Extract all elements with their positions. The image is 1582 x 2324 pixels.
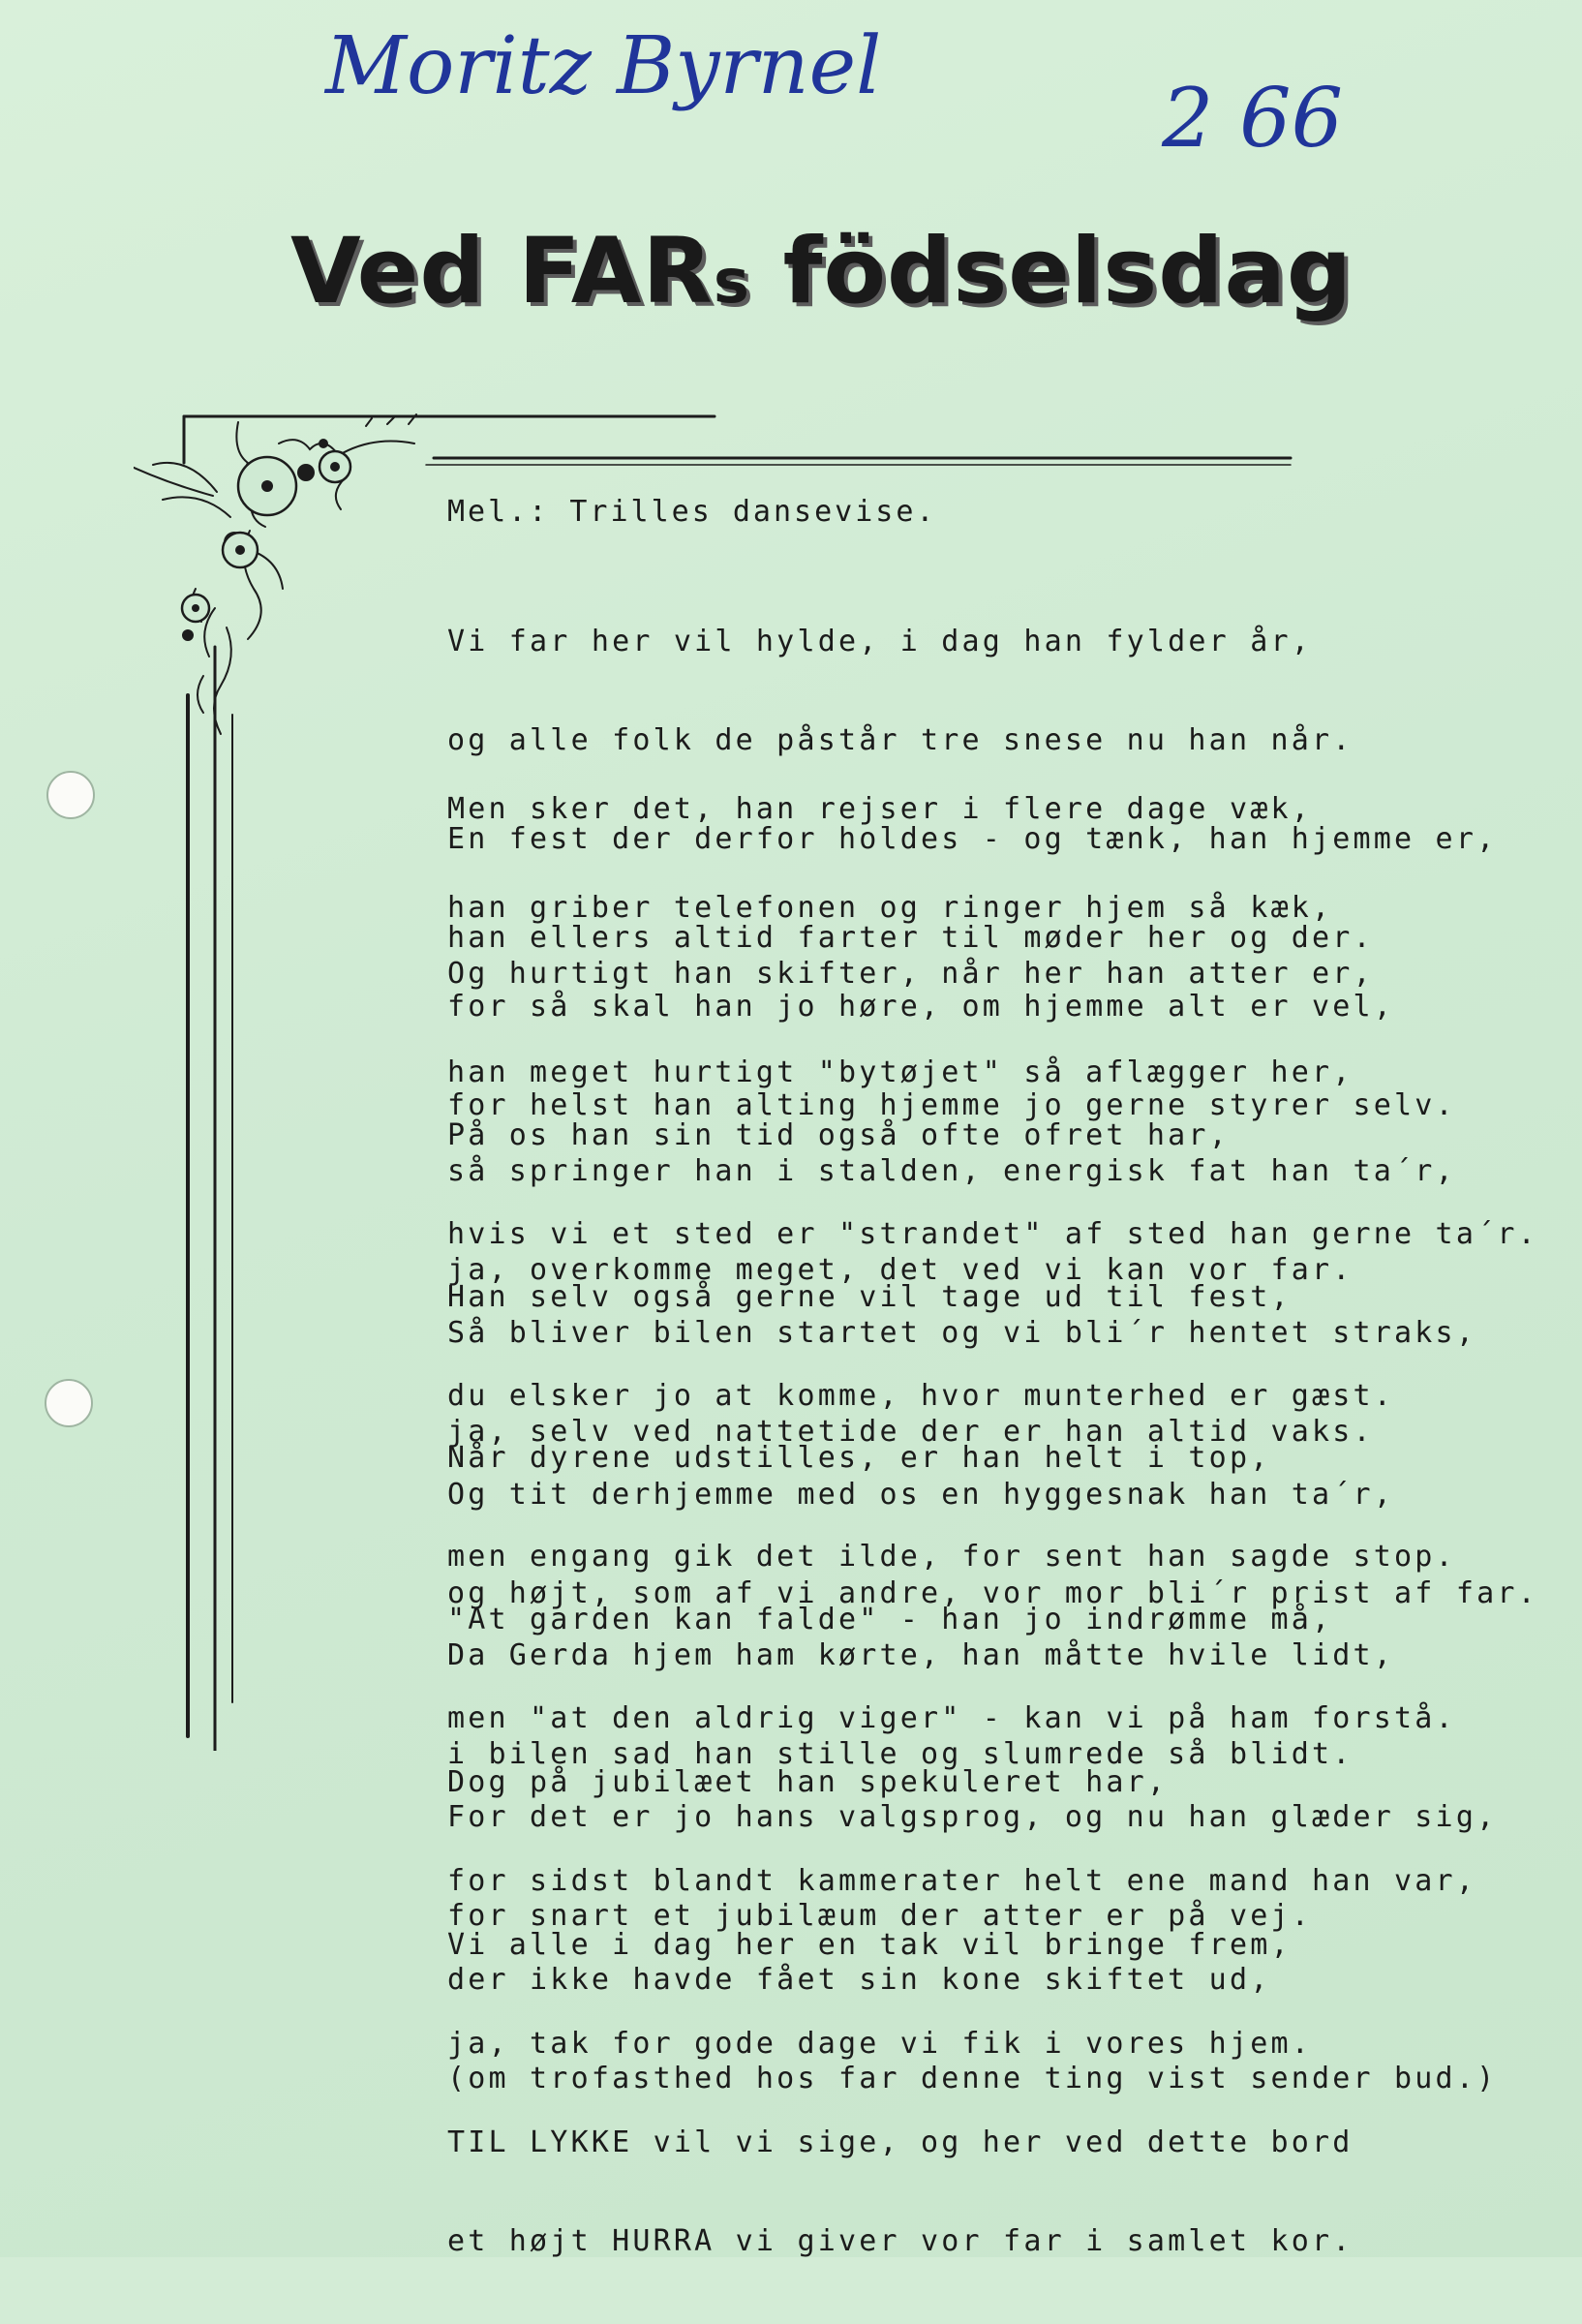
stanza-line: Når dyrene udstilles, er han helt i top, <box>447 1441 1271 1475</box>
document-title <box>290 219 1394 324</box>
stanza-line: så springer han i stalden, energisk fat han ta´r, <box>447 1154 1456 1188</box>
handwritten-number: 2 66 <box>1162 71 1344 166</box>
stanza-line: Han selv også gerne vil tage ud til fest, <box>447 1280 1292 1314</box>
stanza-line: han meget hurtigt "bytøjet" så aflægger her, <box>447 1055 1354 1089</box>
stanza-line: et højt HURRA vi giver vor far i samlet kor. <box>447 2224 1354 2258</box>
stanza-line: For det er jo hans valgsprog, og nu han glæder sig, <box>447 1800 1498 1834</box>
stanza-line: han griber telefonen og ringer hjem så kæk, <box>447 891 1333 925</box>
punch-hole-top <box>46 771 95 819</box>
stanza-line: ja, tak for gode dage vi fik i vores hjem. <box>447 2027 1312 2061</box>
stanza-9 <box>447 1863 1354 2324</box>
stanza-line: ja, selv ved nattetide der er han altid vaks. <box>447 1415 1374 1449</box>
stanza-line: der ikke havde fået sin kone skiftet ud, <box>447 1963 1271 1997</box>
stanza-line: Vi far her vil hylde, i dag han fylder år, <box>447 625 1312 658</box>
stanza-line: for så skal han jo høre, om hjemme alt er vel, <box>447 990 1395 1024</box>
stanza-line: men engang gik det ilde, for sent han sagde stop. <box>447 1540 1456 1574</box>
stanza-line: Da Gerda hjem ham kørte, han måtte hvile lidt, <box>447 1638 1395 1672</box>
stanza-line: Dog på jubilæet han spekuleret har, <box>447 1765 1169 1799</box>
title-suffix: s <box>713 246 750 317</box>
punch-hole-bottom <box>45 1379 93 1427</box>
stanza-line: og alle folk de påstår tre snese nu han når. <box>447 723 1354 757</box>
stanza-line: (om trofasthed hos far denne ting vist sender bud.) <box>447 2062 1498 2095</box>
stanza-line: Så bliver bilen startet og vi bli´r hentet straks, <box>447 1316 1477 1350</box>
stanza-line: i bilen sad han stille og slumrede så blidt. <box>447 1737 1354 1771</box>
melody-note: Mel.: Trilles dansevise. <box>447 495 937 529</box>
stanza-line: ja, overkomme meget, det ved vi kan vor far. <box>447 1253 1354 1287</box>
stanza-line: TIL LYKKE vil vi sige, og her ved dette bord <box>447 2125 1354 2159</box>
stanza-line: "At garden kan falde" - han jo indrømme må, <box>447 1603 1333 1636</box>
stanza-line: hvis vi et sted er "strandet" af sted han gerne ta´r. <box>447 1217 1538 1251</box>
stanza-line: for helst han alting hjemme jo gerne styrer selv. <box>447 1088 1456 1122</box>
stanza-line: En fest der derfor holdes - og tænk, han hjemme er, <box>447 822 1498 856</box>
stanza-line: Og hurtigt han skifter, når her han atter er, <box>447 957 1374 991</box>
handwritten-name: Moritz Byrnel <box>325 20 882 112</box>
title-rest: födselsdag <box>749 219 1354 324</box>
stanza-line: for snart et jubilæum der atter er på vej. <box>447 1899 1312 1933</box>
stanza-line: for sidst blandt kammerater helt ene mand han var, <box>447 1864 1477 1898</box>
stanza-line: Og tit derhjemme med os en hyggesnak han ta´r, <box>447 1478 1395 1512</box>
stanza-line: men "at den aldrig viger" - kan vi på ham forstå. <box>447 1701 1456 1735</box>
stanza-line: du elsker jo at komme, hvor munterhed er gæst. <box>447 1379 1395 1413</box>
stanza-line: og højt, som af vi andre, vor mor bli´r prist af far. <box>447 1576 1538 1610</box>
stanza-line: Men sker det, han rejser i flere dage væk, <box>447 792 1312 826</box>
title-main: Ved FAR <box>290 219 714 324</box>
stanza-line: han ellers altid farter til møder her og der. <box>447 921 1374 955</box>
stanza-line: Vi alle i dag her en tak vil bringe frem, <box>447 1928 1292 1962</box>
stanza-line: På os han sin tid også ofte ofret har, <box>447 1118 1230 1152</box>
